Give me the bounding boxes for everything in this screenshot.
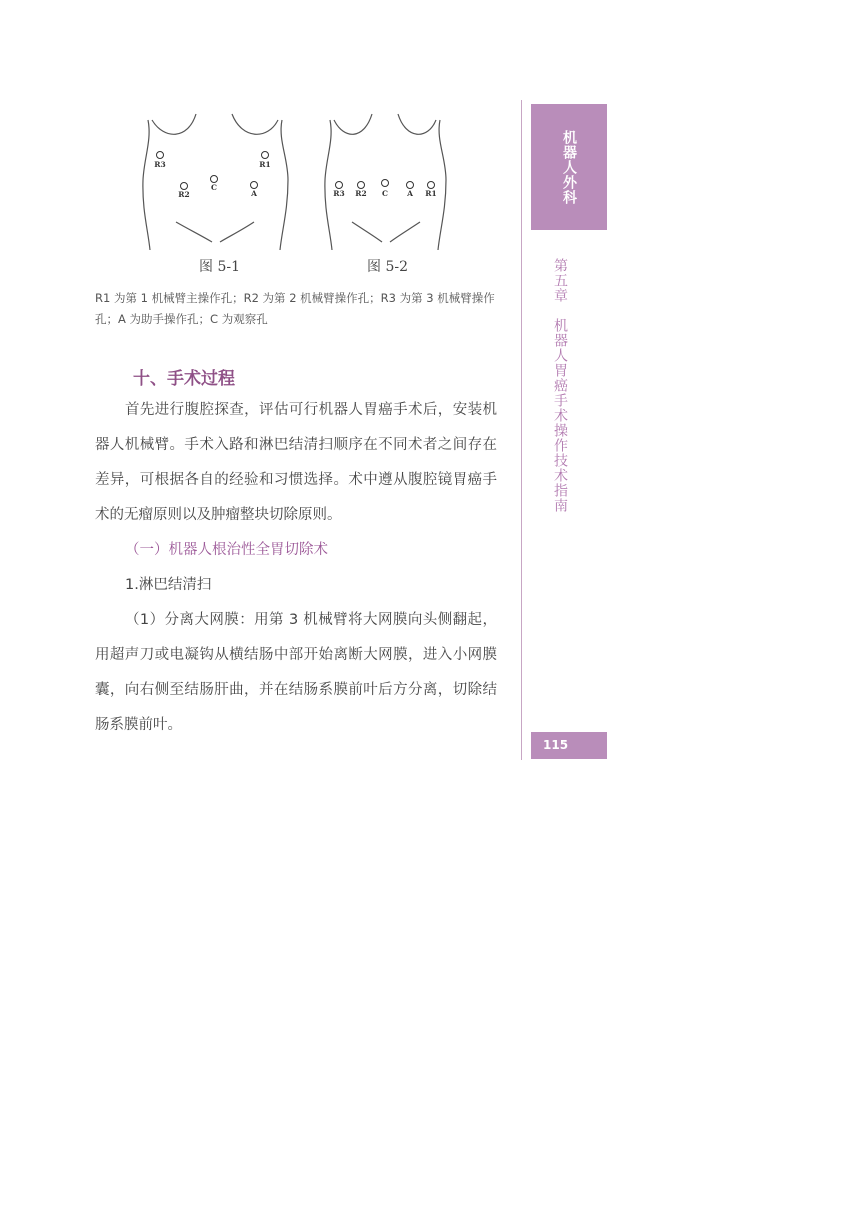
chapter-title: 第五章 机器人胃癌手术操作技术指南 xyxy=(552,258,568,513)
figure-5-2-caption: 图 5-2 xyxy=(367,259,408,275)
paragraph: 首先进行腹腔探查，评估可行机器人胃癌手术后，安装机器人机械臂。手术入路和淋巴结清扫顺序在不同术者之间存在差异，可根据各自的经验和习惯选择。术中遵从腹腔镜胃癌手术的无瘤原则以及肿瘤整块切除原则。 xyxy=(95,402,497,523)
fig2-port-label: C xyxy=(382,189,388,198)
figure-5-2-port-marks xyxy=(336,180,435,189)
port-placement-figure xyxy=(130,100,460,260)
page-number: 115 xyxy=(531,732,607,759)
fig2-port-label: R3 xyxy=(333,189,345,198)
fig2-port-label: R1 xyxy=(425,189,437,198)
list-item-heading: 1.淋巴结清扫 xyxy=(125,577,212,593)
section-title: 十、手术过程 xyxy=(133,369,235,389)
fig1-port-label: A xyxy=(251,189,257,198)
subsection-title: （一）机器人根治性全胃切除术 xyxy=(125,542,328,558)
fig2-port-label: A xyxy=(407,189,413,198)
margin-divider xyxy=(521,100,522,760)
book-title-tab xyxy=(531,104,607,230)
figure-5-1-caption: 图 5-1 xyxy=(199,259,240,275)
fig1-port-label: R3 xyxy=(154,160,166,169)
fig1-port-label: R1 xyxy=(259,160,271,169)
fig2-port-label: R2 xyxy=(355,189,367,198)
paragraph: （1）分离大网膜：用第 3 机械臂将大网膜向头侧翻起，用超声刀或电凝钩从横结肠中部开始离断大网膜，进入小网膜囊，向右侧至结肠肝曲，并在结肠系膜前叶后方分离，切除结肠系膜前叶。 xyxy=(95,612,497,733)
figure-legend-note: R1 为第 1 机械臂主操作孔；R2 为第 2 机械臂操作孔；R3 为第 3 机械臂操作孔；A 为助手操作孔；C 为观察孔 xyxy=(95,291,495,326)
book-title: 机器人外科 xyxy=(561,130,577,205)
fig1-port-label: R2 xyxy=(178,190,190,199)
fig1-port-label: C xyxy=(211,183,217,192)
body-text xyxy=(95,393,497,743)
